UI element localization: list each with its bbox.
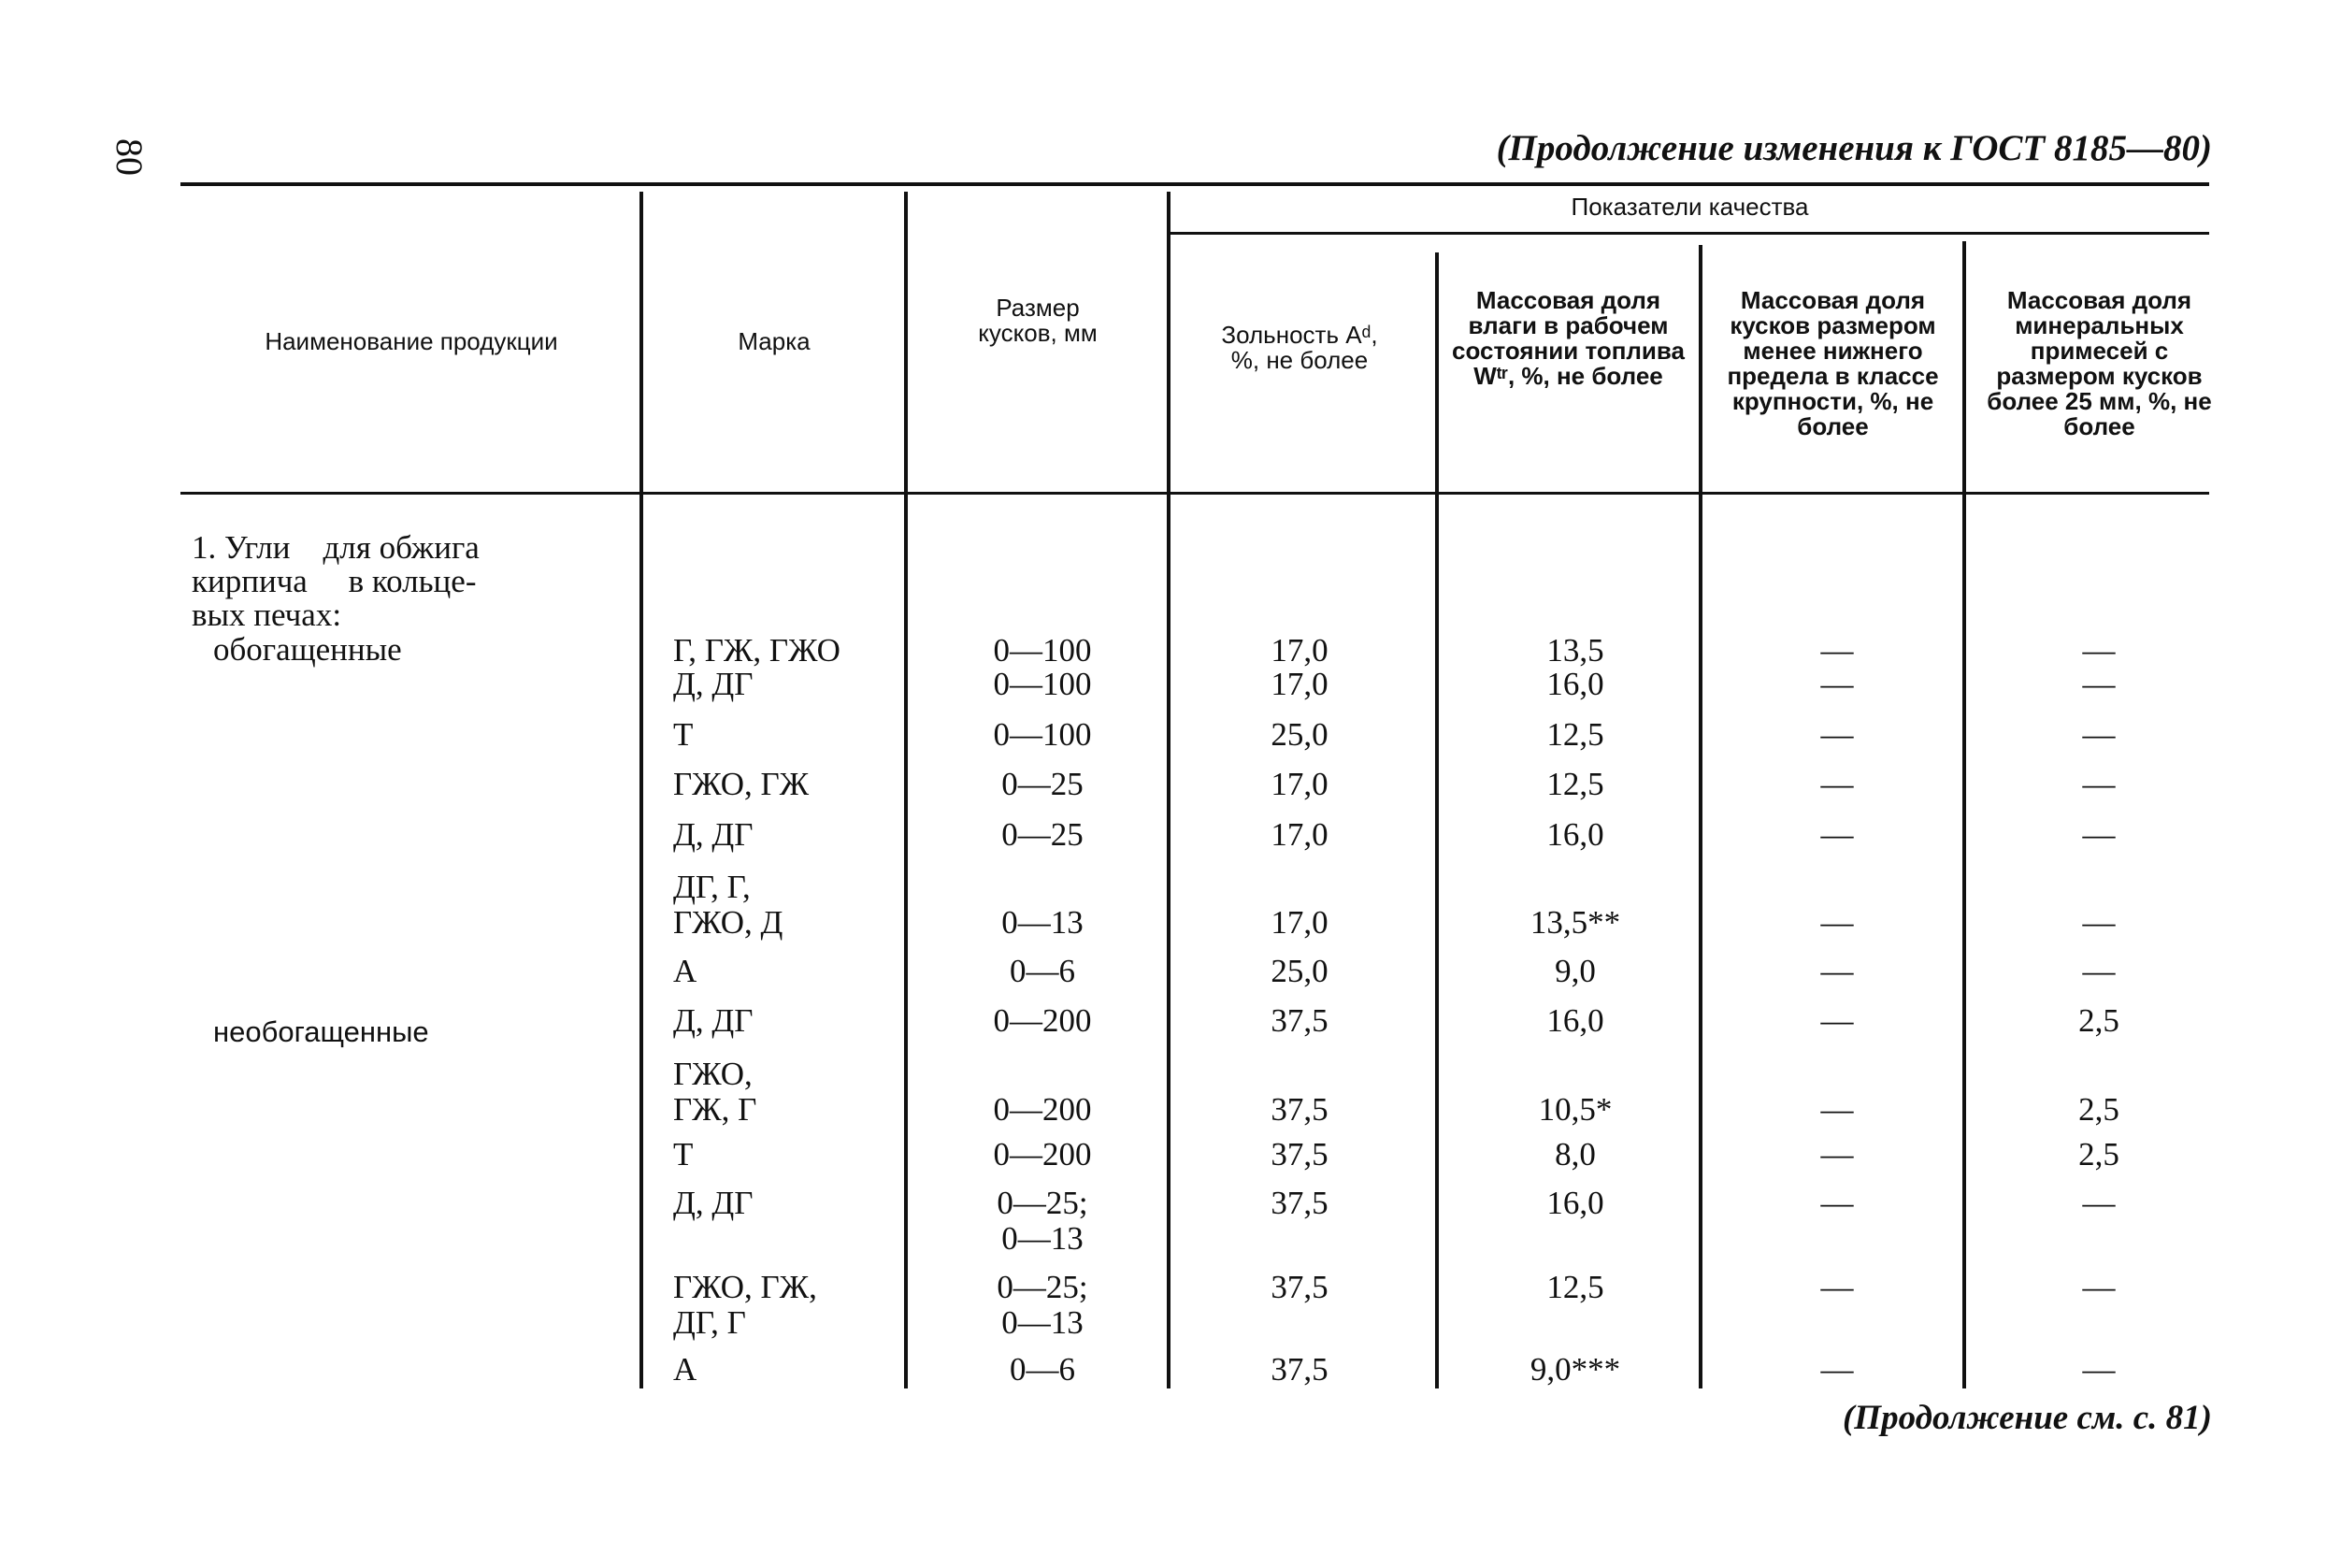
cell-ash: 25,0 (1271, 953, 1328, 989)
quality-group-rule (1169, 232, 2209, 235)
cell-ash: 17,0 (1271, 666, 1328, 702)
cell-size: 0—200 (993, 1136, 1092, 1172)
subgroup-enriched: обогащенные (213, 631, 402, 668)
cell-ash: 37,5 (1271, 1136, 1328, 1172)
cell-mark: ГЖО, ГЖ (673, 766, 810, 802)
cell-lower: — (1820, 904, 1854, 941)
table-top-rule (180, 182, 2209, 186)
cell-lower: — (1820, 1351, 1854, 1388)
cell-ash: 17,0 (1271, 632, 1328, 669)
cell-size: 0—25; 0—13 (997, 1185, 1088, 1257)
col-divider-4 (1435, 252, 1439, 1388)
cell-mark: А (673, 1351, 697, 1388)
cell-size: 0—200 (993, 1002, 1092, 1039)
cell-moisture: 13,5** (1530, 904, 1621, 941)
cell-moisture: 16,0 (1546, 1002, 1604, 1039)
cell-lower: — (1820, 766, 1854, 802)
cell-mark: Т (673, 716, 694, 753)
cell-mineral: — (2082, 953, 2116, 989)
header-mark: Марка (738, 327, 811, 355)
cell-mineral: — (2082, 1269, 2116, 1305)
group-title-line-1: 1. Угли для обжига (192, 529, 480, 566)
header-mineral: Массовая доля минеральных примесей с размером кусков более 25 мм, %, не более (1987, 286, 2212, 440)
cell-moisture: 16,0 (1546, 666, 1604, 702)
cell-size: 0—25 (1001, 816, 1084, 853)
cell-mineral: — (2082, 1351, 2116, 1388)
cell-lower: — (1820, 1185, 1854, 1221)
page-number: 80 (108, 138, 151, 176)
cell-lower: — (1820, 1269, 1854, 1305)
cell-size: 0—100 (993, 716, 1092, 753)
cell-ash: 37,5 (1271, 1091, 1328, 1128)
header-ash: Зольность Aᵈ, %, не более (1221, 321, 1378, 374)
cell-moisture: 16,0 (1546, 816, 1604, 853)
cell-ash: 37,5 (1271, 1351, 1328, 1388)
cell-mark: Д, ДГ (673, 666, 754, 702)
cell-mark: Д, ДГ (673, 1002, 754, 1039)
cell-mark: Г, ГЖ, ГЖО (673, 632, 840, 669)
header-name: Наименование продукции (265, 327, 558, 355)
cell-ash: 37,5 (1271, 1269, 1328, 1305)
cell-ash: 37,5 (1271, 1002, 1328, 1039)
cell-lower: — (1820, 1091, 1854, 1128)
cell-size: 0—6 (1010, 953, 1075, 989)
cell-mineral: — (2082, 766, 2116, 802)
cell-size: 0—100 (993, 666, 1092, 702)
cell-ash: 17,0 (1271, 816, 1328, 853)
col-divider-5 (1699, 245, 1702, 1388)
cell-size: 0—13 (1001, 904, 1084, 941)
group-title-line-3: вых печах: (192, 597, 342, 633)
col-divider-2 (904, 192, 908, 1388)
cell-ash: 17,0 (1271, 766, 1328, 802)
group-title-line-2: кирпича в кольце- (192, 563, 477, 599)
cell-mineral: 2,5 (2078, 1091, 2119, 1128)
col-divider-6 (1962, 241, 1966, 1388)
running-header: (Продолжение изменения к ГОСТ 8185—80) (1496, 128, 2212, 168)
cell-lower: — (1820, 1002, 1854, 1039)
cell-mark: Д, ДГ (673, 816, 754, 853)
cell-moisture: 16,0 (1546, 1185, 1604, 1221)
cell-size: 0—25; 0—13 (997, 1269, 1088, 1341)
cell-ash: 37,5 (1271, 1185, 1328, 1221)
cell-mineral: — (2082, 632, 2116, 669)
cell-size: 0—200 (993, 1091, 1092, 1128)
cell-lower: — (1820, 953, 1854, 989)
cell-moisture: 12,5 (1546, 766, 1604, 802)
cell-mineral: 2,5 (2078, 1002, 2119, 1039)
cell-lower: — (1820, 716, 1854, 753)
header-quality-group: Показатели качества (1571, 193, 1809, 221)
cell-lower: — (1820, 666, 1854, 702)
cell-mark: ДГ, Г, ГЖО, Д (673, 869, 783, 941)
cell-moisture: 9,0 (1555, 953, 1596, 989)
cell-mark: А (673, 953, 697, 989)
col-divider-1 (639, 192, 643, 1388)
subgroup-unenriched: необогащенные (213, 1015, 429, 1048)
cell-mineral: — (2082, 666, 2116, 702)
cell-mineral: — (2082, 904, 2116, 941)
cell-ash: 17,0 (1271, 904, 1328, 941)
cell-size: 0—25 (1001, 766, 1084, 802)
running-footer: (Продолжение см. с. 81) (1842, 1399, 2212, 1437)
cell-mark: Т (673, 1136, 694, 1172)
cell-size: 0—6 (1010, 1351, 1075, 1388)
cell-lower: — (1820, 816, 1854, 853)
cell-mineral: — (2082, 716, 2116, 753)
col-divider-3 (1167, 192, 1170, 1388)
header-size: Размер кусков, мм (978, 294, 1098, 347)
cell-mineral: 2,5 (2078, 1136, 2119, 1172)
header-bottom-rule (180, 492, 2209, 495)
cell-size: 0—100 (993, 632, 1092, 669)
cell-moisture: 12,5 (1546, 1269, 1604, 1305)
cell-mineral: — (2082, 816, 2116, 853)
header-moisture: Массовая доля влаги в рабочем состоянии топлива Wᵗʳ, %, не более (1451, 286, 1686, 390)
cell-ash: 25,0 (1271, 716, 1328, 753)
cell-mark: Д, ДГ (673, 1185, 754, 1221)
cell-moisture: 8,0 (1555, 1136, 1596, 1172)
cell-moisture: 13,5 (1546, 632, 1604, 669)
cell-mineral: — (2082, 1185, 2116, 1221)
cell-moisture: 9,0*** (1530, 1351, 1621, 1388)
cell-moisture: 12,5 (1546, 716, 1604, 753)
cell-mark: ГЖО, ГЖ, Г (673, 1056, 757, 1128)
cell-mark: ГЖО, ГЖ, ДГ, Г (673, 1269, 817, 1341)
cell-moisture: 10,5* (1538, 1091, 1613, 1128)
cell-lower: — (1820, 632, 1854, 669)
cell-lower: — (1820, 1136, 1854, 1172)
header-lower-limit: Массовая доля кусков размером менее нижнего предела в классе крупности, %, не более (1727, 286, 1939, 440)
